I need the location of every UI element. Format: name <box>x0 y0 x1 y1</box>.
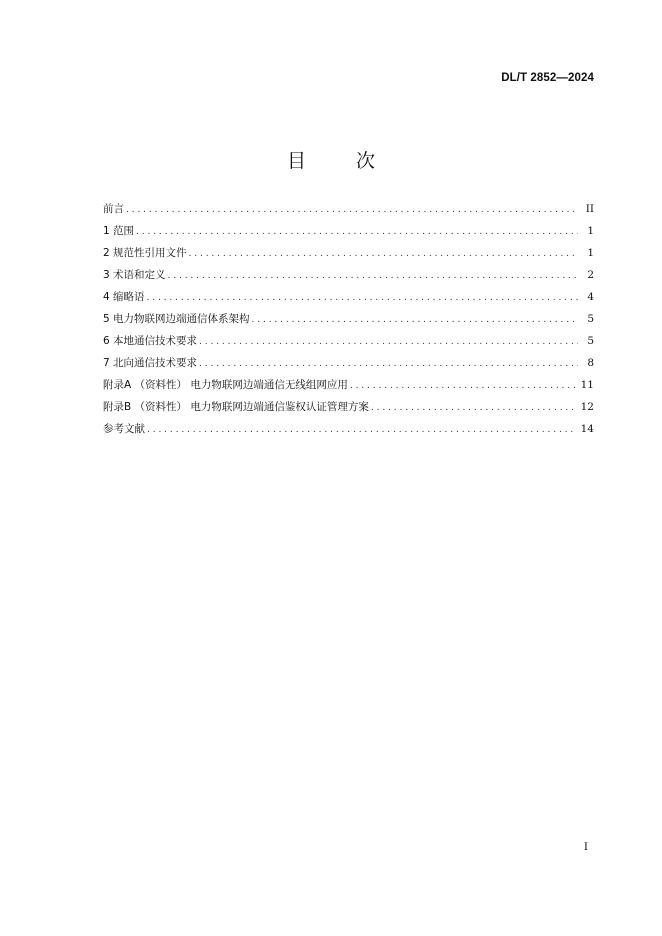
toc-leader-dots <box>189 243 578 265</box>
toc-entry-label: 附录B （资料性） 电力物联网边端通信鉴权认证管理方案 <box>103 401 369 413</box>
toc-entry-label: 前言 <box>103 203 124 215</box>
toc-entry-page: 1 <box>587 247 594 259</box>
toc-entry-label: 5 电力物联网边端通信体系架构 <box>103 313 250 325</box>
toc-leader-dots <box>350 375 575 397</box>
toc-entry-appendix-a[interactable] <box>103 374 594 396</box>
toc-entry-label: 7 北向通信技术要求 <box>103 357 198 369</box>
toc-entry-page: 1 <box>587 225 594 237</box>
table-of-contents <box>103 198 594 440</box>
toc-entry-normative-references[interactable] <box>103 242 594 264</box>
toc-leader-dots <box>168 265 578 287</box>
toc-entry-label: 参考文献 <box>103 423 145 435</box>
toc-entry-local-communication[interactable] <box>103 330 594 352</box>
toc-entry-page: 12 <box>580 401 594 413</box>
toc-entry-terms-definitions[interactable] <box>103 264 594 286</box>
toc-entry-label: 1 范围 <box>103 225 135 237</box>
toc-leader-dots <box>199 331 578 353</box>
toc-entry-label: 4 缩略语 <box>103 291 145 303</box>
toc-entry-preface[interactable] <box>103 198 594 220</box>
toc-entry-label: 6 本地通信技术要求 <box>103 335 198 347</box>
toc-entry-page: 11 <box>580 379 594 391</box>
toc-entry-page: 2 <box>587 269 594 281</box>
toc-entry-abbreviations[interactable] <box>103 286 594 308</box>
toc-entry-label: 3 术语和定义 <box>103 269 166 281</box>
standard-code: DL/T 2852—2024 <box>501 72 594 84</box>
toc-leader-dots <box>126 199 578 221</box>
toc-leader-dots <box>147 419 575 441</box>
toc-entry-label: 2 规范性引用文件 <box>103 247 187 259</box>
toc-entry-northbound-communication[interactable] <box>103 352 594 374</box>
toc-entry-page: II <box>585 203 594 215</box>
page-number: I <box>583 841 588 853</box>
toc-entry-architecture[interactable] <box>103 308 594 330</box>
toc-entry-scope[interactable] <box>103 220 594 242</box>
toc-leader-dots <box>136 221 578 243</box>
toc-leader-dots <box>371 397 575 419</box>
toc-entry-page: 8 <box>587 357 594 369</box>
toc-entry-page: 14 <box>580 423 594 435</box>
toc-leader-dots <box>252 309 578 331</box>
toc-entry-page: 5 <box>587 335 594 347</box>
toc-leader-dots <box>147 287 578 309</box>
toc-leader-dots <box>199 353 578 375</box>
toc-entry-page: 5 <box>587 313 594 325</box>
toc-entry-bibliography[interactable] <box>103 418 594 440</box>
page-title: 目 次 <box>286 150 398 172</box>
toc-entry-page: 4 <box>587 291 594 303</box>
toc-entry-appendix-b[interactable] <box>103 396 594 418</box>
toc-entry-label: 附录A （资料性） 电力物联网边端通信无线组网应用 <box>103 379 348 391</box>
